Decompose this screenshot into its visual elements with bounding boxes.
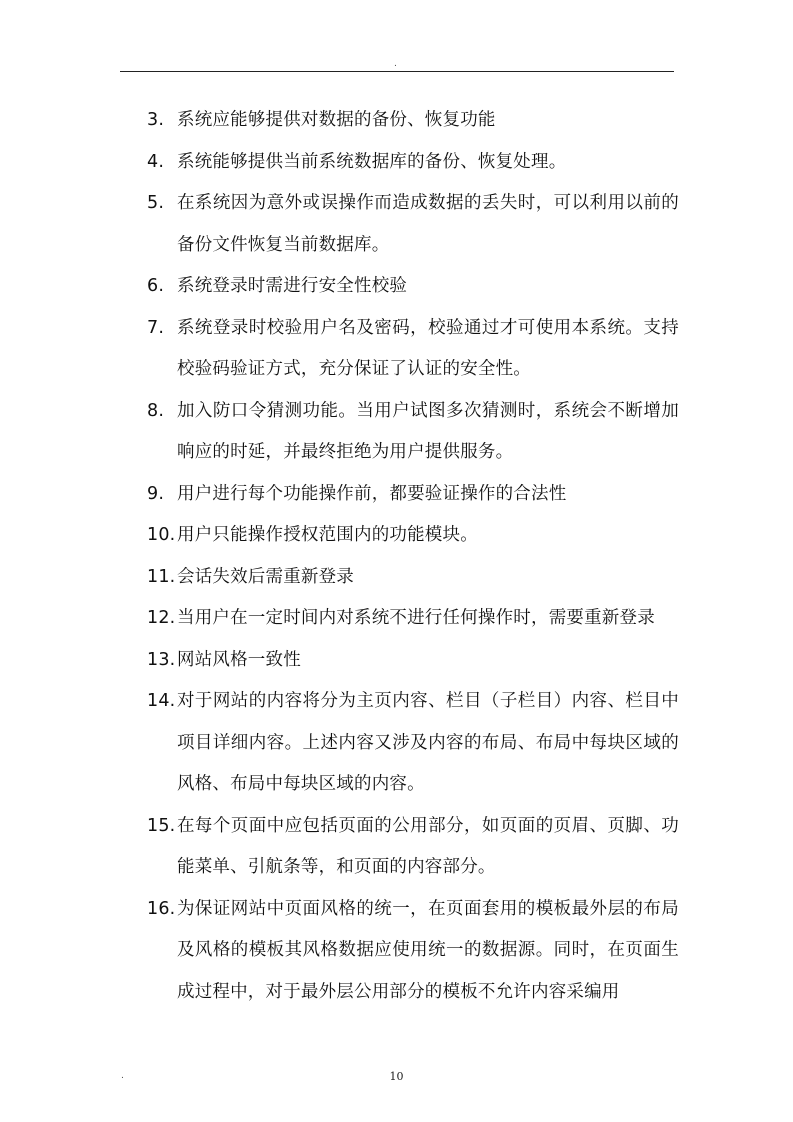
item-text: 系统应能够提供对数据的备份、恢复功能 xyxy=(177,110,496,130)
item-number: 6. xyxy=(147,276,165,296)
item-number: 3. xyxy=(147,110,165,130)
list-item xyxy=(147,391,679,474)
item-text: 在每个页面中应包括页面的公用部分，如页面的页眉、页脚、功能菜单、引航条等，和页面的内容部分。 xyxy=(177,815,679,877)
list-item xyxy=(147,598,679,640)
item-text: 加入防口令猜测功能。当用户试图多次猜测时，系统会不断增加响应的时延，并最终拒绝为用户提供服务。 xyxy=(177,400,679,462)
list-item xyxy=(147,557,679,599)
list-item xyxy=(147,681,679,806)
requirements-list xyxy=(147,100,679,1013)
header-mark: . xyxy=(394,59,397,69)
item-text: 为保证网站中页面风格的统一，在页面套用的模板最外层的布局及风格的模板其风格数据应使用统一的数据源。同时，在页面生成过程中，对于最外层公用部分的模板不允许内容采编用 xyxy=(177,898,679,1002)
item-text: 系统能够提供当前系统数据库的备份、恢复处理。 xyxy=(177,151,567,172)
item-number: 13. xyxy=(147,649,176,670)
item-number: 8. xyxy=(147,400,165,421)
item-number: 4. xyxy=(147,151,165,172)
item-number: 11. xyxy=(147,566,176,587)
item-number: 14. xyxy=(147,691,176,711)
item-number: 5. xyxy=(147,193,165,213)
item-text: 对于网站的内容将分为主页内容、栏目（子栏目）内容、栏目中项目详细内容。上述内容又涉及内容的布局、布局中每块区域的风格、布局中每块区域的内容。 xyxy=(177,691,679,794)
item-text: 用户进行每个功能操作前，都要验证操作的合法性 xyxy=(177,483,567,504)
list-item xyxy=(147,308,679,391)
item-number: 16. xyxy=(147,898,176,919)
item-text: 会话失效后需重新登录 xyxy=(177,566,354,587)
list-item xyxy=(147,266,679,308)
item-text: 网站风格一致性 xyxy=(177,649,301,670)
list-item xyxy=(147,640,679,682)
item-number: 9. xyxy=(147,483,165,504)
footer-mark: . xyxy=(121,1071,124,1081)
item-number: 12. xyxy=(147,608,176,628)
item-text: 系统登录时校验用户名及密码，校验通过才可使用本系统。支持校验码验证方式，充分保证了认证的安全性。 xyxy=(177,317,679,379)
list-item xyxy=(147,474,679,516)
item-text: 用户只能操作授权范围内的功能模块。 xyxy=(177,525,478,545)
item-number: 7. xyxy=(147,317,165,338)
item-number: 10. xyxy=(147,525,176,545)
list-item xyxy=(147,100,679,142)
list-item xyxy=(147,515,679,557)
item-text: 当用户在一定时间内对系统不进行任何操作时，需要重新登录 xyxy=(177,608,655,628)
item-text: 系统登录时需进行安全性校验 xyxy=(177,276,408,296)
list-item xyxy=(147,142,679,184)
page-number: 10 xyxy=(389,1070,404,1083)
list-item xyxy=(147,183,679,266)
item-text: 在系统因为意外或误操作而造成数据的丢失时，可以利用以前的备份文件恢复当前数据库。 xyxy=(177,193,679,255)
header-rule xyxy=(120,71,674,72)
list-item xyxy=(147,889,679,1014)
list-item xyxy=(147,806,679,889)
item-number: 15. xyxy=(147,815,176,836)
